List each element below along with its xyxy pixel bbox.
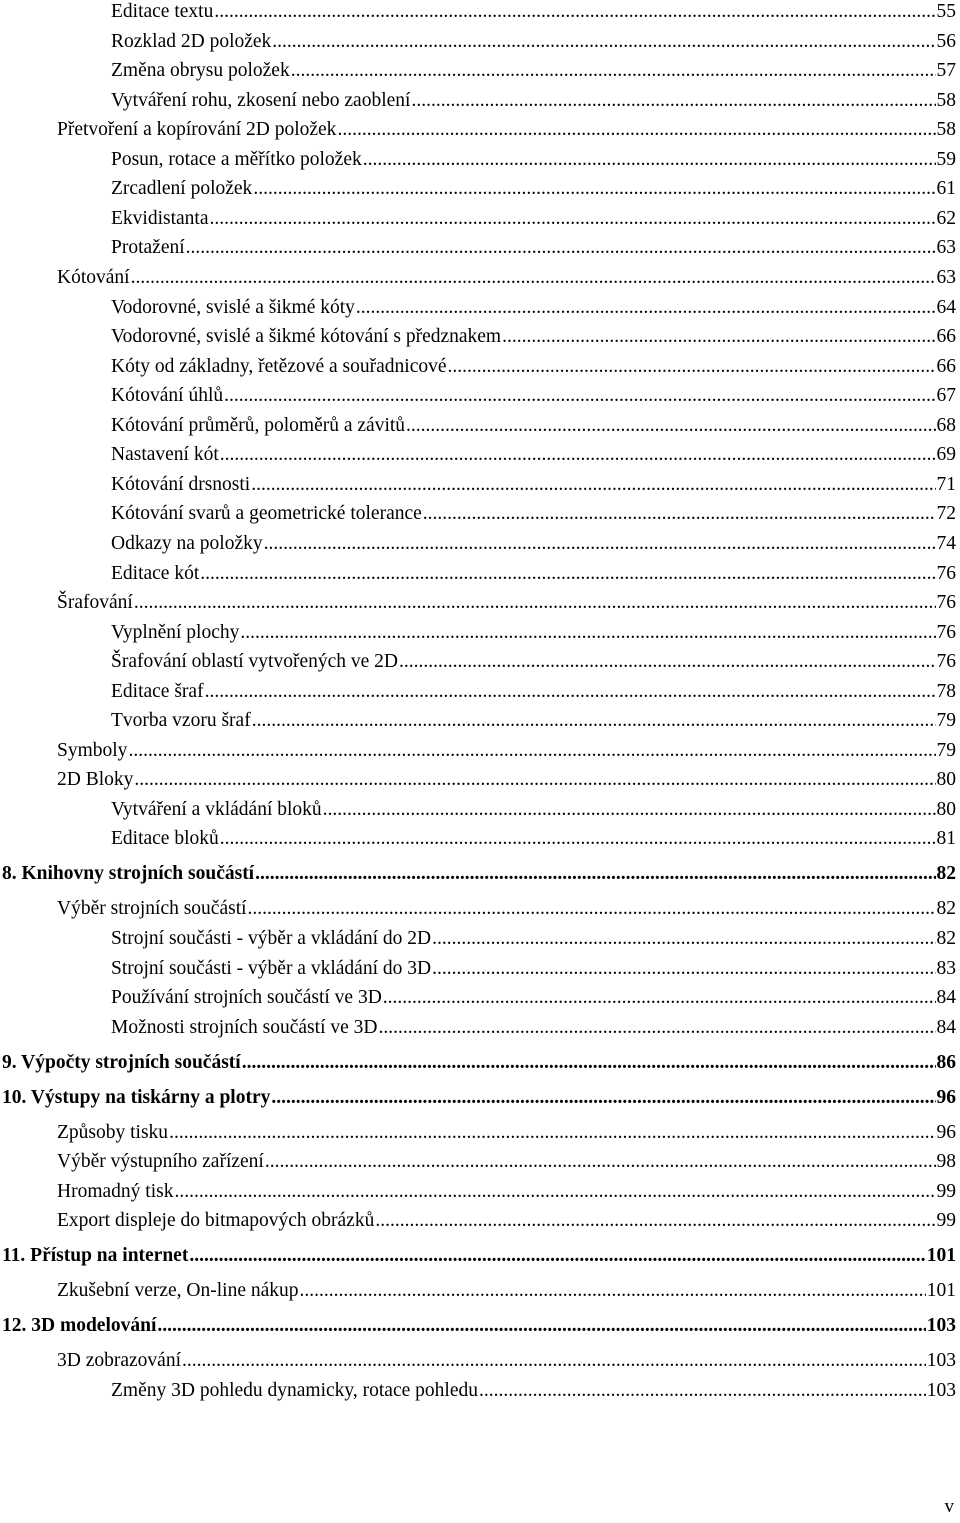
toc-entry-title: Nastavení kót (111, 444, 219, 466)
dot-leader (502, 325, 935, 349)
toc-entry-page: 69 (936, 444, 956, 466)
toc-entry-page: 82 (936, 863, 956, 885)
toc-entry-page: 101 (926, 1280, 956, 1302)
toc-entry[interactable] (111, 1379, 956, 1403)
toc-entry[interactable] (57, 118, 956, 142)
toc-chapter[interactable] (2, 1051, 956, 1075)
toc-entry-page: 103 (926, 1350, 956, 1372)
toc-entry-title: Editace šraf (111, 680, 204, 702)
toc-entry-page: 98 (936, 1151, 956, 1173)
toc-entry-page: 101 (926, 1245, 956, 1267)
toc-entry-page: 79 (936, 739, 956, 761)
toc-entry-title: Možnosti strojních součástí ve 3D (111, 1016, 378, 1038)
toc-entry-title: Hromadný tisk (57, 1180, 174, 1202)
toc-entry[interactable] (111, 502, 956, 526)
toc-entry-title: Zkušební verze, On-line nákup (57, 1280, 299, 1302)
toc-entry-title: Změny 3D pohledu dynamicky, rotace pohledu (111, 1379, 478, 1401)
toc-entry-page: 67 (936, 385, 956, 407)
toc-entry-page: 56 (936, 30, 956, 52)
toc-entry-title: Kótování úhlů (111, 385, 224, 407)
dot-leader (375, 1209, 935, 1233)
toc-entry-page: 96 (936, 1121, 956, 1143)
toc-entry[interactable] (57, 1150, 956, 1174)
toc-entry-title: Odkazy na položky (111, 532, 263, 554)
toc-entry[interactable] (57, 1121, 956, 1145)
dot-leader (271, 1086, 935, 1110)
dot-leader (174, 1180, 935, 1204)
dot-leader (479, 1379, 926, 1403)
toc-entry[interactable] (111, 798, 956, 822)
dot-leader (169, 1121, 935, 1145)
toc-entry-title: Ekvidistanta (111, 207, 209, 229)
dot-leader (182, 1349, 926, 1373)
toc-entry[interactable] (111, 473, 956, 497)
toc-entry-title: Vodorovné, svislé a šikmé kóty (111, 296, 355, 318)
toc-entry-title: Šrafování (57, 592, 133, 613)
dot-leader (134, 591, 936, 615)
page-number: v (944, 1496, 954, 1517)
dot-leader (224, 384, 935, 408)
toc-entry[interactable] (57, 768, 956, 792)
toc-entry[interactable] (111, 709, 956, 733)
toc-entry-page: 58 (936, 89, 956, 111)
toc-entry-title: Vytváření rohu, zkosení nebo zaoblení (111, 89, 411, 111)
dot-leader (356, 296, 936, 320)
toc-entry-page: 99 (936, 1210, 956, 1232)
dot-leader (134, 768, 935, 792)
toc-entry-title: 9. Výpočty strojních součástí (2, 1051, 241, 1073)
toc-entry-page: 96 (936, 1086, 956, 1108)
toc-entry-page: 84 (936, 987, 956, 1008)
toc-entry-title: 10. Výstupy na tiskárny a plotry (2, 1086, 271, 1108)
toc-entry[interactable] (111, 414, 956, 438)
toc-entry-title: Kótování průměrů, poloměrů a závitů (111, 414, 406, 436)
toc-entry-title: Strojní součásti - výběr a vkládání do 3D (111, 957, 432, 979)
toc-entry-page: 78 (936, 680, 956, 702)
toc-entry-title: Zrcadlení položek (111, 178, 253, 200)
toc-entry[interactable] (111, 0, 956, 24)
toc-entry[interactable] (111, 986, 956, 1010)
toc-entry[interactable] (111, 680, 956, 704)
dot-leader (214, 0, 935, 24)
toc-entry-page: 81 (936, 828, 956, 850)
dot-leader (220, 827, 936, 851)
toc-entry[interactable] (111, 1016, 956, 1040)
dot-leader (432, 927, 935, 951)
dot-leader (378, 1016, 935, 1040)
toc-entry[interactable] (57, 1349, 956, 1373)
toc-entry-title: Editace textu (111, 1, 214, 22)
toc-entry-title: 8. Knihovny strojních součástí (2, 863, 255, 885)
toc-entry-page: 66 (936, 326, 956, 348)
toc-entry[interactable] (111, 384, 956, 408)
toc-entry-page: 86 (936, 1051, 956, 1073)
toc-entry-page: 84 (936, 1016, 956, 1038)
toc-entry[interactable] (111, 148, 956, 172)
toc-entry-title: Výběr výstupního zařízení (57, 1151, 264, 1173)
toc-entry-page: 58 (936, 119, 956, 141)
dot-leader (411, 89, 935, 113)
toc-entry-page: 82 (936, 927, 956, 949)
toc-entry-page: 55 (936, 1, 956, 22)
dot-leader (252, 709, 936, 733)
toc-entry[interactable] (111, 236, 956, 260)
dot-leader (337, 118, 935, 142)
toc-entry-title: Editace bloků (111, 828, 219, 850)
dot-leader (128, 739, 935, 763)
toc-entry-page: 103 (926, 1315, 956, 1337)
toc-entry-title: Vytváření a vkládání bloků (111, 798, 322, 820)
toc-entry-title: Export displeje do bitmapových obrázků (57, 1210, 375, 1232)
dot-leader (300, 1279, 926, 1303)
toc-entry[interactable] (111, 532, 956, 556)
toc-chapter[interactable] (2, 862, 956, 886)
toc-entry[interactable] (111, 59, 956, 83)
toc-entry-title: 2D Bloky (57, 769, 134, 791)
toc-entry-page: 61 (936, 178, 956, 200)
toc-entry[interactable] (111, 296, 956, 320)
toc-entry[interactable] (57, 897, 956, 921)
toc-entry[interactable] (111, 325, 956, 349)
toc-entry-title: Kótování (57, 267, 130, 288)
toc-entry-title: Změna obrysu položek (111, 60, 290, 82)
toc-entry-page: 63 (936, 237, 956, 259)
toc-entry-title: 12. 3D modelování (2, 1315, 157, 1337)
toc-entry[interactable] (111, 562, 956, 586)
toc-entry-page: 68 (936, 414, 956, 436)
toc-entry-title: Způsoby tisku (57, 1121, 169, 1143)
dot-leader (200, 562, 935, 586)
dot-leader (131, 266, 936, 290)
toc-entry[interactable] (57, 1209, 956, 1233)
dot-leader (323, 798, 936, 822)
toc-entry-title: Kótování drsnosti (111, 473, 251, 495)
toc-entry-title: Protažení (111, 237, 185, 259)
dot-leader (264, 532, 936, 556)
toc-entry-page: 82 (936, 898, 956, 920)
dot-leader (251, 473, 935, 497)
dot-leader (291, 59, 936, 83)
dot-leader (157, 1314, 925, 1338)
toc-entry[interactable] (111, 355, 956, 379)
toc-entry[interactable] (111, 927, 956, 951)
toc-entry[interactable] (111, 89, 956, 113)
toc-entry-page: 76 (936, 592, 956, 613)
dot-leader (255, 862, 935, 886)
toc-entry[interactable] (57, 266, 956, 290)
dot-leader (272, 30, 935, 54)
dot-leader (248, 897, 936, 921)
dot-leader (363, 148, 936, 172)
toc-entry-page: 80 (936, 769, 956, 791)
toc-entry[interactable] (111, 650, 956, 674)
toc-entry-page: 83 (936, 957, 956, 979)
toc-chapter[interactable] (2, 1244, 956, 1268)
toc-entry-page: 71 (936, 473, 956, 495)
toc-entry-page: 74 (936, 532, 956, 554)
toc-entry-title: Používání strojních součástí ve 3D (111, 987, 382, 1008)
toc-entry-title: Rozklad 2D položek (111, 30, 272, 52)
toc-entry-title: Editace kót (111, 562, 200, 584)
dot-leader (242, 1051, 936, 1075)
dot-leader (399, 650, 935, 674)
dot-leader (448, 355, 936, 379)
toc-entry-title: Přetvoření a kopírování 2D položek (57, 119, 337, 141)
dot-leader (186, 236, 936, 260)
toc-chapter[interactable] (2, 1086, 956, 1110)
toc-entry-title: 11. Přístup na internet (2, 1245, 189, 1267)
toc-chapter[interactable] (2, 1314, 956, 1338)
dot-leader (265, 1150, 936, 1174)
toc-entry-title: Vodorovné, svislé a šikmé kótování s předznakem (111, 326, 502, 348)
toc-entry[interactable] (111, 30, 956, 54)
dot-leader (205, 680, 936, 704)
toc-entry-title: Tvorba vzoru šraf (111, 710, 251, 732)
toc-entry[interactable] (111, 621, 956, 645)
toc-entry-title: Kótování svarů a geometrické tolerance (111, 503, 422, 525)
toc-entry-page: 76 (936, 651, 956, 673)
toc-entry-title: Šrafování oblastí vytvořených ve 2D (111, 651, 399, 673)
toc-entry-page: 99 (936, 1180, 956, 1202)
toc-entry-title: Výběr strojních součástí (57, 898, 247, 920)
dot-leader (423, 502, 936, 526)
toc-entry[interactable] (111, 957, 956, 981)
dot-leader (209, 207, 935, 231)
toc-entry-page: 66 (936, 355, 956, 377)
dot-leader (220, 443, 936, 467)
dot-leader (240, 621, 935, 645)
toc-entry[interactable] (57, 591, 956, 615)
toc-entry[interactable] (111, 827, 956, 851)
toc-entry-page: 80 (936, 798, 956, 820)
dot-leader (253, 177, 935, 201)
toc-entry-page: 79 (936, 710, 956, 732)
toc-entry-title: Strojní součásti - výběr a vkládání do 2D (111, 927, 432, 949)
toc-entry[interactable] (57, 1279, 956, 1303)
toc-entry-title: Kóty od základny, řetězové a souřadnicové (111, 355, 447, 377)
toc-entry-page: 57 (936, 60, 956, 82)
toc-entry-title: 3D zobrazování (57, 1350, 181, 1372)
toc-entry[interactable] (57, 1180, 956, 1204)
toc-entry-title: Posun, rotace a měřítko položek (111, 148, 362, 170)
toc-entry-title: Symboly (57, 739, 128, 761)
toc-entry-page: 59 (936, 148, 956, 170)
dot-leader (432, 957, 935, 981)
toc-entry-page: 62 (936, 207, 956, 229)
dot-leader (383, 986, 936, 1010)
toc-entry-page: 76 (936, 562, 956, 584)
toc-entry-page: 76 (936, 621, 956, 643)
toc-entry-page: 103 (926, 1379, 956, 1401)
toc-entry[interactable] (111, 177, 956, 201)
toc-entry-page: 63 (936, 267, 956, 288)
toc-entry-page: 72 (936, 503, 956, 525)
dot-leader (189, 1244, 925, 1268)
toc-entry-title: Vyplnění plochy (111, 621, 240, 643)
toc-entry[interactable] (111, 207, 956, 231)
dot-leader (406, 414, 935, 438)
toc-entry-page: 64 (936, 296, 956, 318)
toc-entry[interactable] (57, 739, 956, 763)
toc-entry[interactable] (111, 443, 956, 467)
